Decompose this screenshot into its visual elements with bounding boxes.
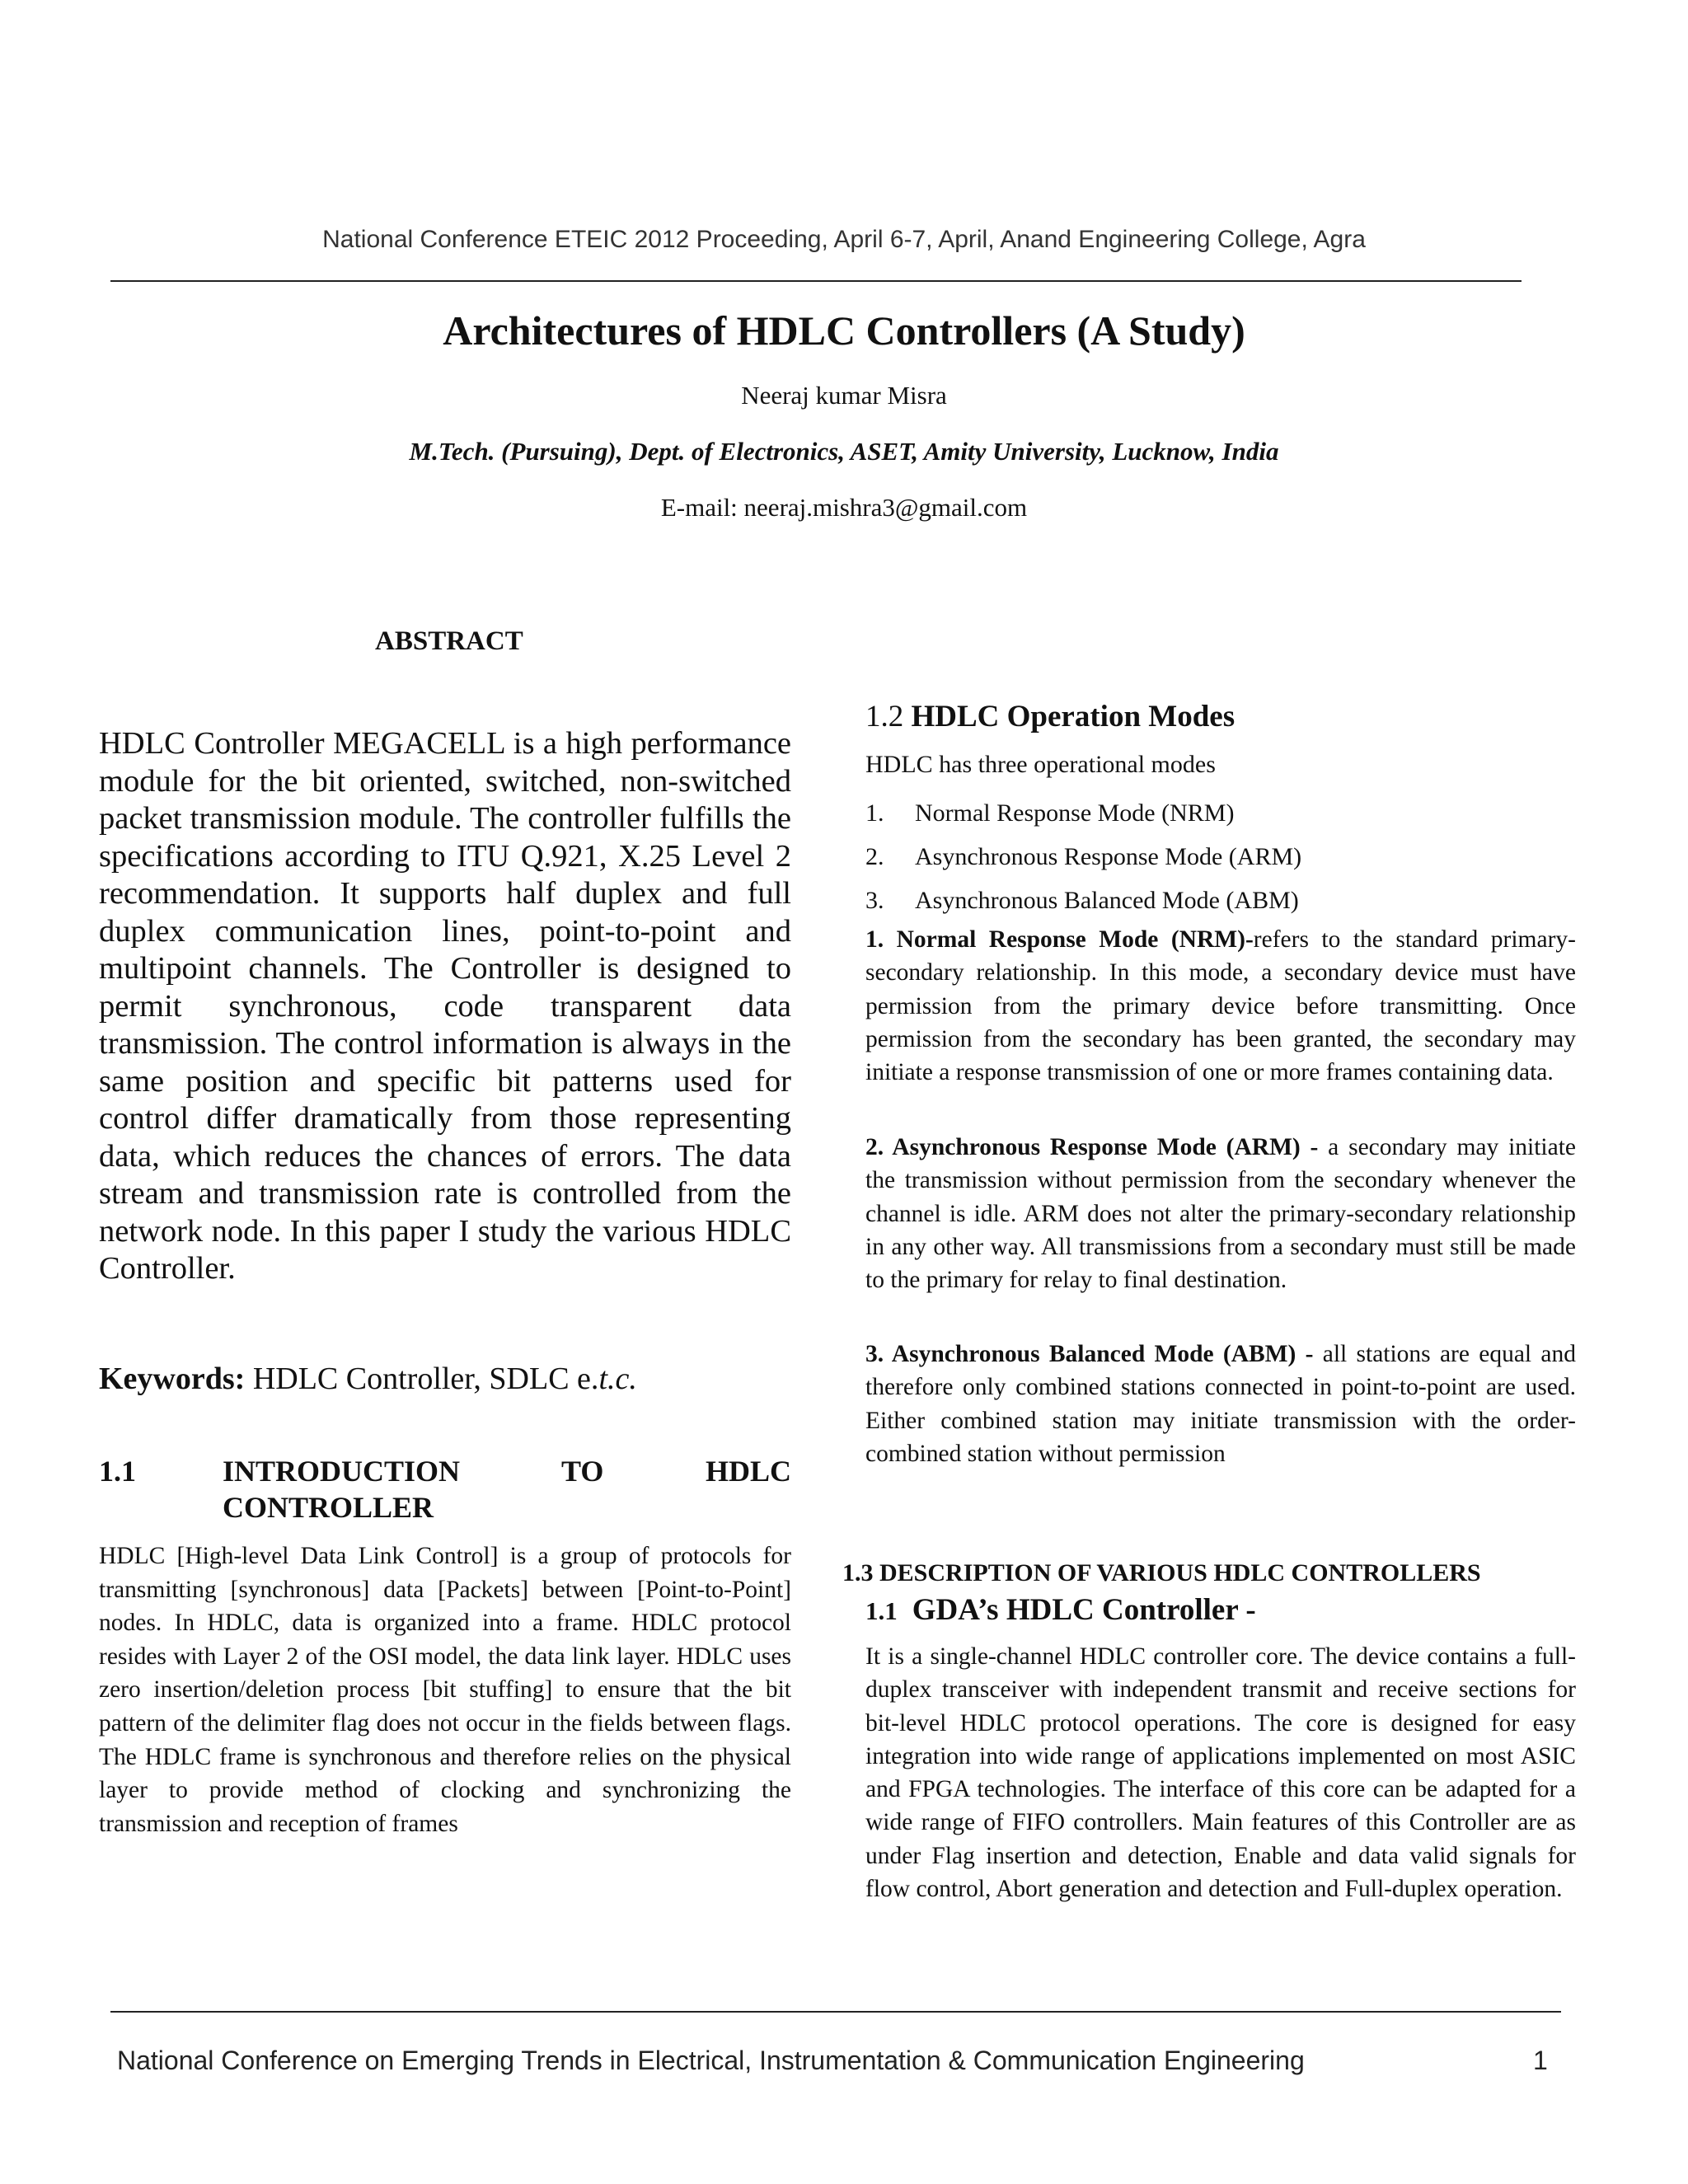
author-name: Neeraj kumar Misra xyxy=(741,381,947,410)
keywords-text: HDLC Controller, SDLC e. xyxy=(245,1361,599,1396)
section-1-2-number: 1.2 xyxy=(865,700,904,733)
list-item: 2. Asynchronous Response Mode (ARM) xyxy=(865,843,1302,870)
keywords-line xyxy=(99,1360,791,1398)
modes-list xyxy=(865,791,1576,922)
section-1-3-heading: 1.3 DESCRIPTION OF VARIOUS HDLC CONTROLLERS xyxy=(842,1559,1481,1586)
list-item: 1. Normal Response Mode (NRM) xyxy=(865,799,1235,827)
section-1-2-title: HDLC Operation Modes xyxy=(911,700,1236,733)
intro-title-line1: INTRODUCTION TO HDLC xyxy=(223,1455,791,1488)
author-affiliation: M.Tech. (Pursuing), Dept. of Electronics, ASET, Amity University, Lucknow, India xyxy=(409,437,1279,466)
author-email: E-mail: neeraj.mishra3@gmail.com xyxy=(660,493,1028,522)
running-header: National Conference ETEIC 2012 Proceeding, April 6-7, April, Anand Engineering College, Agra xyxy=(322,226,1366,253)
gda-number: 1.1 xyxy=(865,1596,898,1625)
section-1-2-heading xyxy=(865,699,1576,734)
abm-heading: 3. Asynchronous Balanced Mode (ABM) - xyxy=(865,1341,1314,1367)
gda-title: GDA’s HDLC Controller - xyxy=(912,1593,1256,1627)
gda-heading xyxy=(865,1592,1576,1628)
keywords-italic: t.c. xyxy=(598,1361,637,1396)
intro-title-line2: CONTROLLER xyxy=(223,1491,434,1524)
abstract-body: HDLC Controller MEGACELL is a high performance module for the bit oriented, switched, non-switched packet transmission module. The controller fulfills the specifications according to ITU Q.921, X.25 Level 2 recommendation. It supports half duplex and full duplex communication lines, point-to-point and multipoint channels. The Controller is designed to permit synchronous, code transparent data transmission. The control information is always in the same position and specific bit patterns used for control differ dramatically from those representing data, which reduces the chances of errors. The data stream and transmission rate is controlled from the network node. In this paper I study the various HDLC Controller. xyxy=(99,726,791,1286)
intro-number: 1.1 xyxy=(99,1455,136,1488)
arm-paragraph xyxy=(865,1131,1576,1296)
footer-rule xyxy=(110,2011,1561,2013)
modes-intro: HDLC has three operational modes xyxy=(865,751,1216,778)
header-rule xyxy=(110,280,1522,282)
footer-text: National Conference on Emerging Trends in Electrical, Instrumentation & Communication Engineering xyxy=(117,2046,1305,2075)
gda-body: It is a single-channel HDLC controller core. The device contains a full-duplex transceiver with independent transmit and receive sections for bit-level HDLC protocol operations. The core is designed for easy integration into wide range of applications implemented on most ASIC and FPGA technologies. The interface of this core can be adapted for a wide range of FIFO controllers. Main features of this Controller are as under Flag insertion and detection, Enable and data valid signals for flow control, Abort generation and detection and Full-duplex operation. xyxy=(865,1643,1576,1903)
nrm-paragraph xyxy=(865,923,1576,1089)
keywords-label: Keywords: xyxy=(99,1361,246,1396)
paper-title: Architectures of HDLC Controllers (A Study) xyxy=(443,307,1245,354)
arm-heading: 2. Asynchronous Response Mode (ARM) - xyxy=(865,1134,1319,1160)
abstract-heading: ABSTRACT xyxy=(375,626,523,656)
list-item: 3. Asynchronous Balanced Mode (ABM) xyxy=(865,887,1299,914)
abm-text: all stations are equal and therefore only combined stations connected in point-to-point are used. Either combined station may initiate transmission with the order-combined station without permission xyxy=(865,1341,1576,1467)
nrm-heading: 1. Normal Response Mode (NRM)- xyxy=(865,926,1254,953)
nrm-text: refers to the standard primary-secondary relationship. In this mode, a secondary device must have permission from the primary device before transmitting. Once permission from the secondary has been granted, the secondary may initiate a response transmission of one or more frames containing data. xyxy=(865,926,1576,1086)
abm-paragraph xyxy=(865,1338,1576,1470)
intro-body: HDLC [High-level Data Link Control] is a group of protocols for transmitting [synchronous] data [Packets] between [Point-to-Point] nodes. In HDLC, data is organized into a frame. HDLC protocol resides with Layer 2 of the OSI model, the data link layer. HDLC uses zero insertion/deletion process [bit stuffing] to ensure that the bit pattern of the delimiter flag does not occur in the fields between flags. The HDLC frame is synchronous and therefore relies on the physical layer to provide method of clocking and synchronizing the transmission and reception of frames xyxy=(99,1543,791,1837)
page-number: 1 xyxy=(1533,2046,1548,2075)
arm-text: a secondary may initiate the transmission without permission from the secondary whenever the channel is idle. ARM does not alter the primary-secondary relationship in any other way. All transmissions from a secondary must still be made to the primary for relay to final destination. xyxy=(865,1134,1576,1294)
